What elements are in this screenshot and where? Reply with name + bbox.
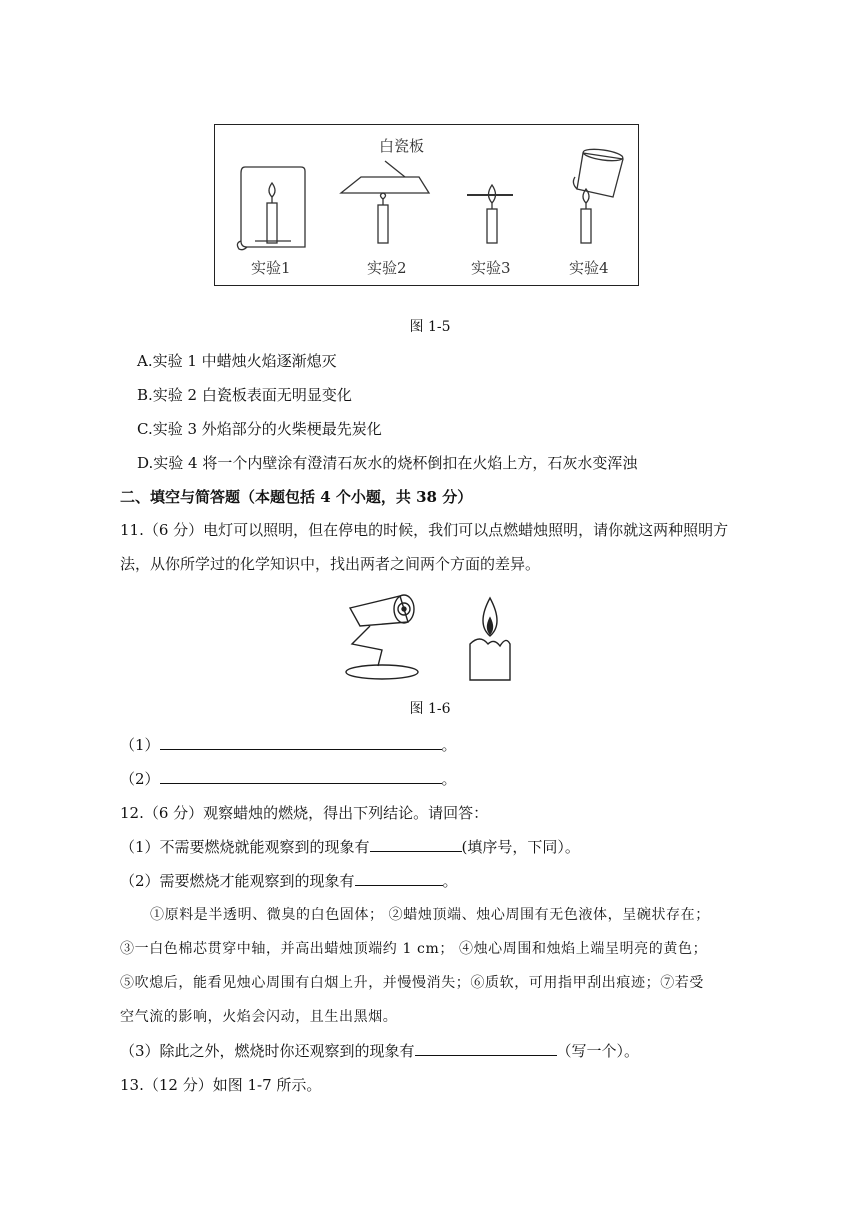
option-c: C.实验 3 外焰部分的火柴梗最先炭化 (137, 420, 382, 438)
q12-part-1-prefix: （1）不需要燃烧就能观察到的现象有 (120, 838, 370, 856)
q12-part-2-prefix: （2）需要燃烧才能观察到的现象有 (120, 872, 355, 890)
q12-part-2-suffix: 。 (442, 872, 458, 890)
q12-list-line-1: ①原料是半透明、微臭的白色固体； ②蜡烛顶端、烛心周围有无色液体，呈碗状存在； (150, 907, 710, 923)
q12-blank-3[interactable] (415, 1040, 557, 1056)
q12-title: 12.（6 分）观察蜡烛的燃烧，得出下列结论。请回答： (120, 804, 489, 822)
figure-1-6-caption: 图 1-6 (409, 701, 451, 717)
q12-part-2 (120, 870, 458, 891)
q11-blank-2[interactable] (160, 768, 442, 784)
q11-blank-1[interactable] (160, 734, 442, 750)
q12-part-3-prefix: （3）除此之外，燃烧时你还观察到的现象有 (120, 1042, 415, 1060)
exp-label-4: 实验4 (569, 259, 609, 277)
q12-part-1 (120, 836, 580, 857)
option-a: A.实验 1 中蜡烛火焰逐渐熄灭 (137, 352, 337, 370)
q11-blank-1-prefix: （1） (120, 736, 160, 754)
option-b: B.实验 2 白瓷板表面无明显变化 (137, 386, 352, 404)
q11-line-1: 11.（6 分）电灯可以照明，但在停电的时候，我们可以点燃蜡烛照明，请你就这两种照明方 (120, 521, 729, 539)
section-2-title: 二、填空与简答题（本题包括 4 个小题，共 38 分） (120, 488, 473, 506)
board-label: 白瓷板 (379, 137, 425, 155)
exp-label-1: 实验1 (251, 259, 291, 277)
q12-blank-2[interactable] (355, 870, 443, 886)
exp-label-3: 实验3 (471, 259, 511, 277)
lamp-and-candle-illustration (330, 588, 530, 688)
q11-blank-1-line (120, 734, 457, 755)
q11-blank-2-prefix: （2） (120, 770, 160, 788)
q11-blank-2-end: 。 (441, 770, 457, 788)
q12-list-line-3: ⑤吹熄后，能看见烛心周围有白烟上升，并慢慢消失；⑥质软，可用指甲刮出痕迹；⑦若受 (120, 975, 704, 991)
q12-part-1-suffix: (填序号，下同）。 (461, 838, 580, 856)
q12-part-3-suffix: （写一个）。 (556, 1042, 640, 1060)
q12-list-line-2: ③一白色棉芯贯穿中轴，并高出蜡烛顶端约 1 cm； ④烛心周围和烛焰上端呈明亮的黄色； (120, 941, 708, 957)
option-d: D.实验 4 将一个内壁涂有澄清石灰水的烧杯倒扣在火焰上方，石灰水变浑浊 (137, 454, 638, 472)
q11-blank-1-end: 。 (441, 736, 457, 754)
q11-line-2: 法，从你所学过的化学知识中，找出两者之间两个方面的差异。 (120, 555, 541, 573)
q11-blank-2-line (120, 768, 457, 789)
q12-list-line-4: 空气流的影响，火焰会闪动，且生出黑烟。 (120, 1009, 398, 1025)
q12-part-3 (120, 1040, 639, 1061)
q13-title: 13.（12 分）如图 1-7 所示。 (120, 1076, 322, 1094)
q12-blank-1[interactable] (370, 836, 462, 852)
figure-1-5 (214, 124, 639, 286)
figure-1-5-caption: 图 1-5 (409, 319, 451, 335)
exp-label-2: 实验2 (367, 259, 407, 277)
